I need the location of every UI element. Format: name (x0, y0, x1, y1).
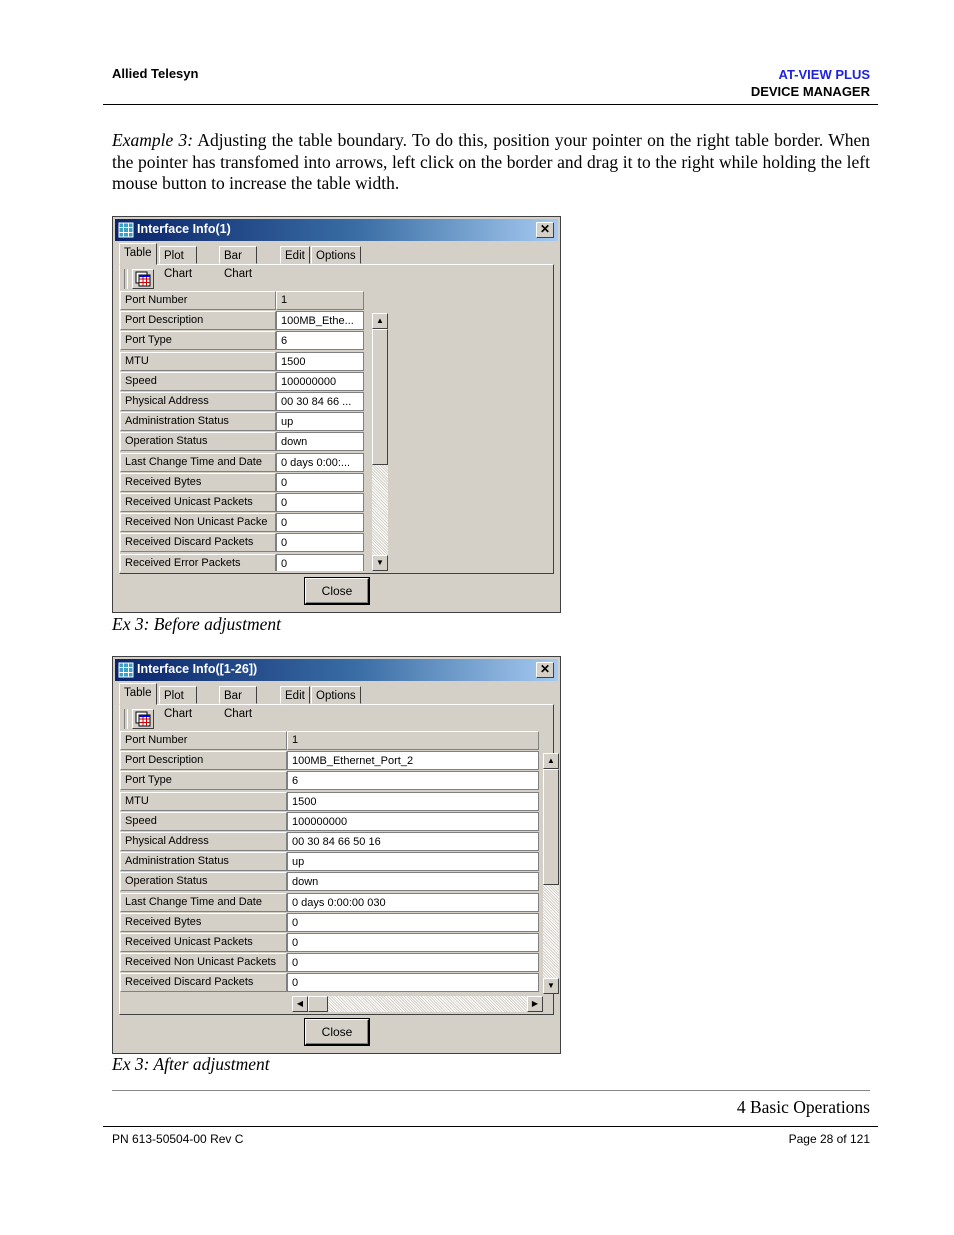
table-row[interactable] (120, 372, 364, 392)
row-label: Received Non Unicast Packets (120, 953, 287, 972)
vertical-scrollbar[interactable] (372, 313, 388, 571)
row-label: Received Unicast Packets (120, 493, 276, 512)
scroll-up-arrow-icon[interactable]: ▲ (372, 313, 388, 329)
row-label: Port Description (120, 311, 276, 330)
row-label: Received Bytes (120, 473, 276, 492)
row-value[interactable]: 0 (276, 513, 364, 532)
interface-info-window-after (112, 656, 561, 1054)
row-value[interactable]: 0 (287, 973, 539, 992)
footer-rule (103, 1126, 878, 1127)
row-value[interactable]: 6 (276, 331, 364, 350)
row-label: Operation Status (120, 432, 276, 451)
table-row[interactable] (120, 352, 364, 372)
info-table (120, 291, 364, 571)
row-label: Received Error Packets (120, 554, 276, 571)
toolbar-separator (124, 269, 128, 289)
example-text: Adjusting the table boundary. To do this, position your pointer on the right table border. When the pointer has transfomed into arrows, left click on the border and drag it to the right while holding the left mouse button to increase the table width. (112, 130, 870, 193)
table-row[interactable] (120, 331, 364, 351)
table-row[interactable] (120, 453, 364, 473)
row-value[interactable]: 00 30 84 66 50 16 (287, 832, 539, 851)
toolbar-separator (124, 709, 128, 729)
table-panel (119, 264, 554, 574)
row-label: Port Number (120, 291, 276, 310)
tab-table[interactable]: Table (119, 243, 157, 265)
table-row[interactable] (120, 493, 364, 513)
tab-bar-chart[interactable]: Bar Chart (219, 246, 257, 264)
info-table (120, 731, 539, 995)
footer-section-title: 4 Basic Operations (736, 1097, 870, 1117)
table-row[interactable] (120, 812, 539, 832)
table-row[interactable] (120, 533, 364, 553)
scroll-up-arrow-icon[interactable]: ▲ (543, 753, 559, 769)
table-row[interactable] (120, 392, 364, 412)
row-label: Physical Address (120, 392, 276, 411)
table-row[interactable] (120, 291, 364, 311)
row-label: Received Discard Packets (120, 533, 276, 552)
table-row[interactable] (120, 933, 539, 953)
row-value[interactable]: 1 (276, 291, 364, 310)
table-row[interactable] (120, 412, 364, 432)
row-label: Administration Status (120, 852, 287, 871)
table-row[interactable] (120, 311, 364, 331)
row-label: Port Number (120, 731, 287, 750)
row-value[interactable]: 0 (287, 933, 539, 952)
row-value[interactable]: up (276, 412, 364, 431)
row-value[interactable]: 100000000 (287, 812, 539, 831)
table-row[interactable] (120, 432, 364, 452)
example-lead: Example 3: (112, 130, 194, 150)
table-row[interactable] (120, 554, 364, 571)
company-name: Allied Telesyn (112, 66, 199, 81)
interface-info-window-before (112, 216, 561, 613)
row-label: Port Type (120, 771, 287, 790)
row-label: Physical Address (120, 832, 287, 851)
row-value[interactable]: 1 (287, 731, 539, 750)
row-label: Last Change Time and Date (120, 893, 287, 912)
table-row[interactable] (120, 913, 539, 933)
scroll-down-arrow-icon[interactable]: ▼ (372, 555, 388, 571)
row-value[interactable]: 0 days 0:00:... (276, 453, 364, 472)
row-label: Received Discard Packets (120, 973, 287, 992)
tab-bar-chart[interactable]: Bar Chart (219, 686, 257, 704)
body-paragraph (112, 130, 870, 195)
table-row[interactable] (120, 852, 539, 872)
row-value[interactable]: 0 (276, 493, 364, 512)
row-label: Received Bytes (120, 913, 287, 932)
row-value[interactable]: 0 (276, 473, 364, 492)
row-label: Speed (120, 812, 287, 831)
table-row[interactable] (120, 872, 539, 892)
close-button[interactable]: Close (305, 578, 369, 604)
page-number: Page 28 of 121 (788, 1132, 870, 1146)
row-value[interactable]: 6 (287, 771, 539, 790)
row-value[interactable]: 0 (287, 913, 539, 932)
scroll-left-arrow-icon[interactable]: ◀ (292, 996, 308, 1012)
horizontal-scroll-thumb[interactable] (308, 996, 328, 1012)
window-title: Interface Info([1-26]) (137, 662, 258, 676)
row-value[interactable]: down (276, 432, 364, 451)
table-view-icon[interactable] (132, 269, 154, 289)
tab-options[interactable]: Options (311, 686, 361, 704)
row-value[interactable]: 100000000 (276, 372, 364, 391)
caption-after: Ex 3: After adjustment (112, 1054, 270, 1074)
tab-edit[interactable]: Edit (280, 246, 310, 264)
row-value[interactable]: 0 days 0:00:00 030 (287, 893, 539, 912)
table-row[interactable] (120, 771, 539, 791)
row-value[interactable]: 0 (287, 953, 539, 972)
row-value[interactable]: 100MB_Ethernet_Port_2 (287, 751, 539, 770)
product-name: AT-VIEW PLUS (778, 67, 870, 82)
document-header (751, 66, 870, 100)
table-row[interactable] (120, 893, 539, 913)
row-value[interactable]: up (287, 852, 539, 871)
tab-table[interactable]: Table (119, 683, 157, 705)
table-row[interactable] (120, 973, 539, 993)
section-name: DEVICE MANAGER (750, 84, 870, 99)
row-value[interactable]: 1500 (276, 352, 364, 371)
tab-options[interactable]: Options (311, 246, 361, 264)
row-value[interactable]: down (287, 872, 539, 891)
row-label: MTU (120, 792, 287, 811)
window-titlebar[interactable] (115, 659, 558, 681)
row-label: Speed (120, 372, 276, 391)
window-titlebar[interactable] (115, 219, 558, 241)
tab-edit[interactable]: Edit (280, 686, 310, 704)
table-row[interactable] (120, 731, 539, 751)
window-close-button[interactable]: ✕ (536, 662, 554, 678)
grid-app-icon (118, 662, 134, 678)
table-row[interactable] (120, 953, 539, 973)
window-close-button[interactable]: ✕ (536, 222, 554, 238)
row-label: MTU (120, 352, 276, 371)
caption-before: Ex 3: Before adjustment (112, 614, 281, 634)
table-row[interactable] (120, 513, 364, 533)
table-row[interactable] (120, 792, 539, 812)
table-row[interactable] (120, 832, 539, 852)
row-value[interactable]: 100MB_Ethe... (276, 311, 364, 330)
row-value[interactable]: 0 (276, 554, 364, 571)
vertical-scrollbar[interactable] (543, 753, 559, 994)
row-label: Operation Status (120, 872, 287, 891)
scroll-right-arrow-icon[interactable]: ▶ (527, 996, 543, 1012)
table-row[interactable] (120, 751, 539, 771)
scroll-thumb[interactable] (543, 769, 559, 885)
table-panel (119, 704, 554, 1015)
table-row[interactable] (120, 473, 364, 493)
horizontal-scrollbar[interactable] (292, 996, 543, 1012)
row-label: Received Non Unicast Packe (120, 513, 276, 532)
row-label: Administration Status (120, 412, 276, 431)
row-value[interactable]: 00 30 84 66 ... (276, 392, 364, 411)
tab-plot-chart[interactable]: Plot Chart (159, 686, 197, 704)
row-label: Last Change Time and Date (120, 453, 276, 472)
header-rule (103, 104, 878, 105)
row-value[interactable]: 0 (276, 533, 364, 552)
row-label: Received Unicast Packets (120, 933, 287, 952)
scroll-down-arrow-icon[interactable]: ▼ (543, 978, 559, 994)
row-label: Port Type (120, 331, 276, 350)
close-button[interactable]: Close (305, 1019, 369, 1045)
window-title: Interface Info(1) (137, 222, 231, 236)
tab-plot-chart[interactable]: Plot Chart (159, 246, 197, 264)
scroll-thumb[interactable] (372, 329, 388, 465)
row-label: Port Description (120, 751, 287, 770)
table-view-icon[interactable] (132, 709, 154, 729)
row-value[interactable]: 1500 (287, 792, 539, 811)
part-number: PN 613-50504-00 Rev C (112, 1132, 244, 1146)
grid-app-icon (118, 222, 134, 238)
footer-rule-top (112, 1090, 870, 1091)
